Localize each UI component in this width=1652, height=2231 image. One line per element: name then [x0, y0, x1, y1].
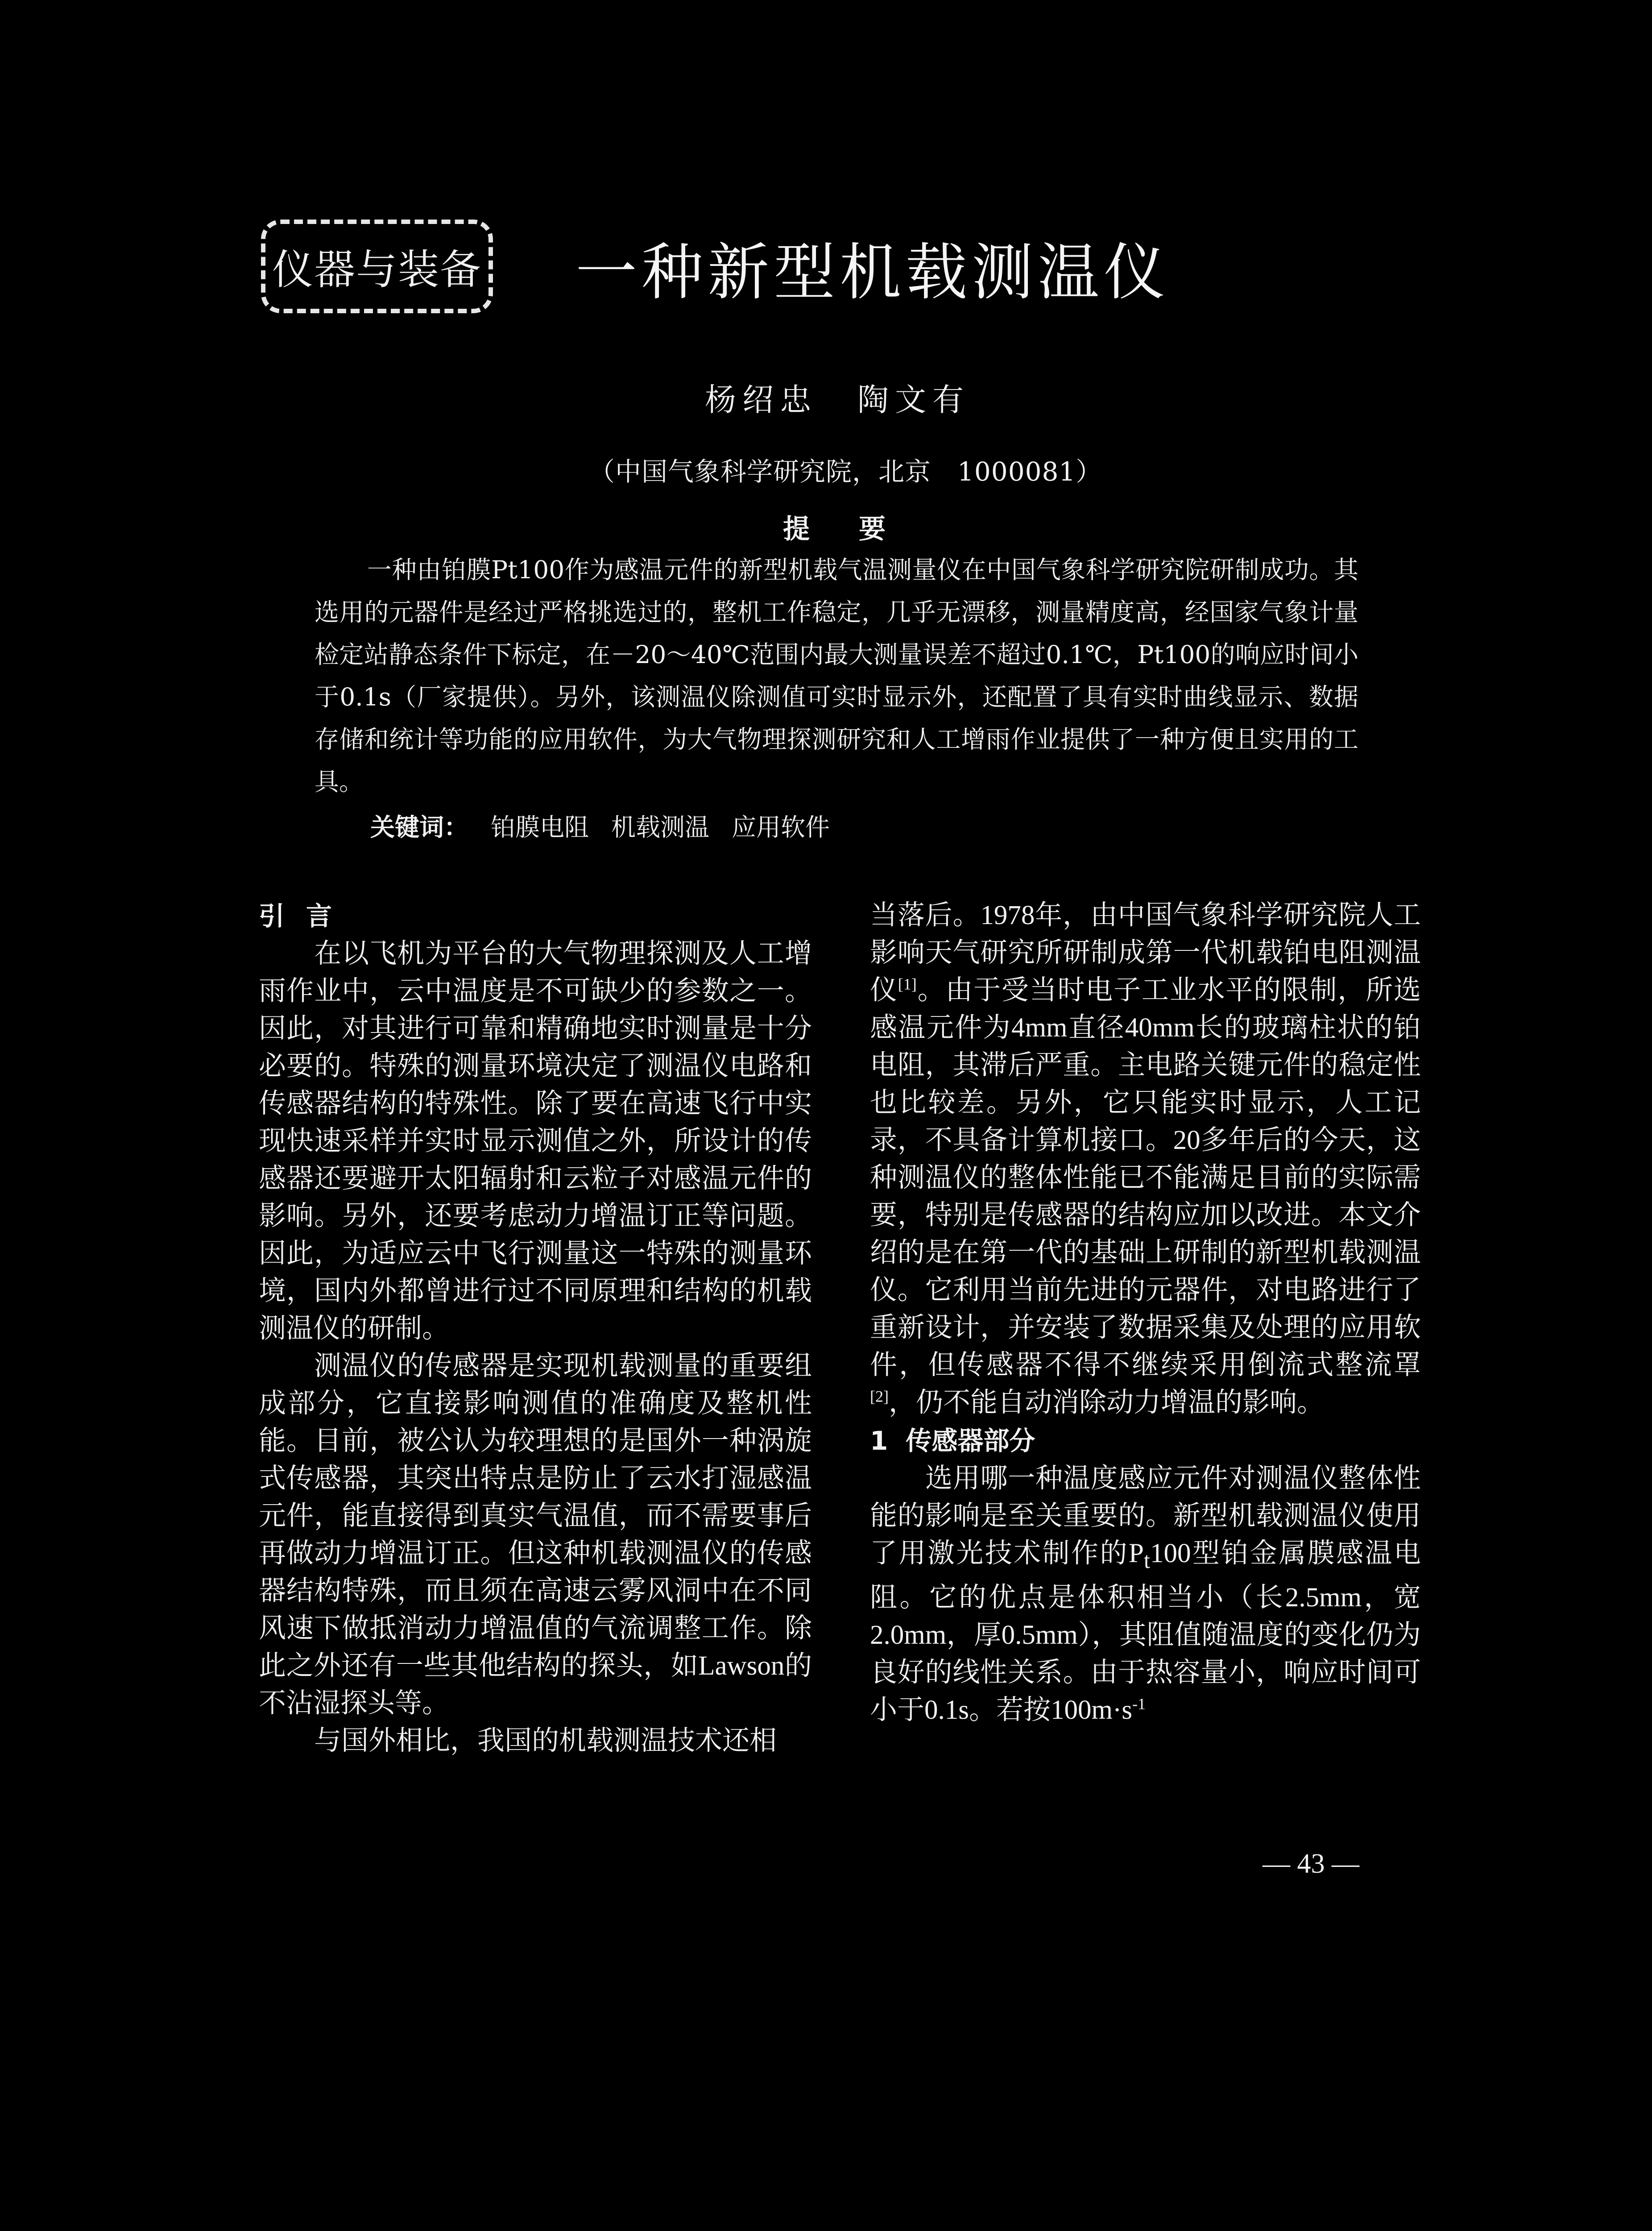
citation-ref: [2] [870, 1387, 889, 1406]
superscript: -1 [1132, 1695, 1146, 1713]
page-number: — 43 — [1263, 1849, 1359, 1879]
text-run: 选用哪一种温度感应元件对测温仪整体性能的影响是至关重要的。新型机载测温仪使用了用激光技术制作的P [870, 1464, 1421, 1568]
section-number: 1 [870, 1426, 888, 1456]
article-title: 一种新型机载测温仪 [576, 239, 1170, 307]
author-name: 杨绍忠 [705, 382, 817, 418]
author-name: 陶文有 [857, 382, 970, 418]
citation-ref: [1] [898, 975, 917, 993]
section-heading [870, 1422, 1421, 1460]
author-list [705, 375, 970, 420]
column-label: 仪器与装备 [272, 247, 482, 293]
column-label-badge [261, 220, 493, 313]
keywords-label: 关键词： [370, 813, 469, 842]
introduction-heading: 引言 [259, 901, 354, 931]
keyword: 应用软件 [732, 813, 830, 842]
left-column [259, 897, 812, 1760]
text-run: 100型铂金属膜感温电阻。它的优点是体积相当小（长2.5mm，宽2.0mm，厚0.5mm），其阻值随温度的变化仍为良好的线性关系。由于热容量小，响应时间可小于0.1s。若按100m·s [870, 1538, 1421, 1725]
body-paragraph: 测温仪的传感器是实现机载测量的重要组成部分，它直接影响测值的准确度及整机性能。目前，被公认为较理想的是国外一种涡旋式传感器，其突出特点是防止了云水打湿感温元件，能直接得到真实气温值，而不需要事后再做动力增温订正。但这种机载测温仪的传感器结构特殊，而且须在高速云雾风洞中在不同风速下做抵消动力增温值的气流调整工作。除此之外还有一些其他结构的探头，如Lawson的不沾湿探头等。 [259, 1351, 812, 1718]
text-run: ，仍不能自动消除动力增温的影响。 [888, 1388, 1324, 1418]
body-paragraph: 在以飞机为平台的大气物理探测及人工增雨作业中，云中温度是不可缺少的参数之一。因此，对其进行可靠和精确地实时测量是十分必要的。特殊的测量环境决定了测温仪电路和传感器结构的特殊性。除了要在高速飞行中实现快速采样并实时显示测值之外，所设计的传感器还要避开太阳辐射和云粒子对感温元件的影响。另外，还要考虑动力增温订正等问题。因此，为适应云中飞行测量这一特殊的测量环境，国内外都曾进行过不同原理和结构的机载测温仪的研制。 [259, 939, 812, 1344]
right-column [870, 897, 1421, 1729]
section-title: 传感器部分 [906, 1426, 1035, 1456]
abstract-text: 一种由铂膜Pt100作为感温元件的新型机载气温测量仪在中国气象科学研究院研制成功。其选用的元器件是经过严格挑选过的，整机工作稳定，几乎无漂移，测量精度高，经国家气象计量检定站静态条件下标定，在－20～40℃范围内最大测量误差不超过0.1℃，Pt100的响应时间小于0.1s（厂家提供）。另外，该测温仪除测值可实时显示外，还配置了具有实时曲线显示、数据存储和统计等功能的应用软件，为大气物理探测研究和人工增雨作业提供了一种方便且实用的工具。 [315, 556, 1358, 796]
body-paragraph: 与国外相比，我国的机载测温技术还相 [314, 1726, 777, 1756]
abstract-heading: 提要 [783, 514, 935, 545]
affiliation: （中国气象科学研究院，北京 1000081） [589, 456, 1102, 487]
body-paragraph [870, 897, 1421, 1422]
keyword: 机载测温 [611, 813, 710, 842]
subscript: t [1143, 1548, 1150, 1573]
text-run: 。由于受当时电子工业水平的限制，所选感温元件为4mm直径40mm长的玻璃柱状的铂电阻，其滞后严重。主电路关键元件的稳定性也比较差。另外，它只能实时显示，人工记录，不具备计算机接口。20多年后的今天，这种测温仪的整体性能已不能满足目前的实际需要，特别是传感器的结构应加以改进。本文介绍的是在第一代的基础上研制的新型机载测温仪。它利用当前先进的元器件，对电路进行了重新设计，并安装了数据采集及处理的应用软件，但传感器不得不继续采用倒流式整流罩 [870, 975, 1421, 1380]
text-run: 当落后。1978年，由中国气象科学研究院人工影响天气研究所研制成第一代机载铂电阻测温仪 [870, 900, 1421, 1005]
keyword: 铂膜电阻 [491, 813, 589, 842]
body-paragraph [870, 1460, 1421, 1729]
keywords-line [370, 808, 830, 843]
